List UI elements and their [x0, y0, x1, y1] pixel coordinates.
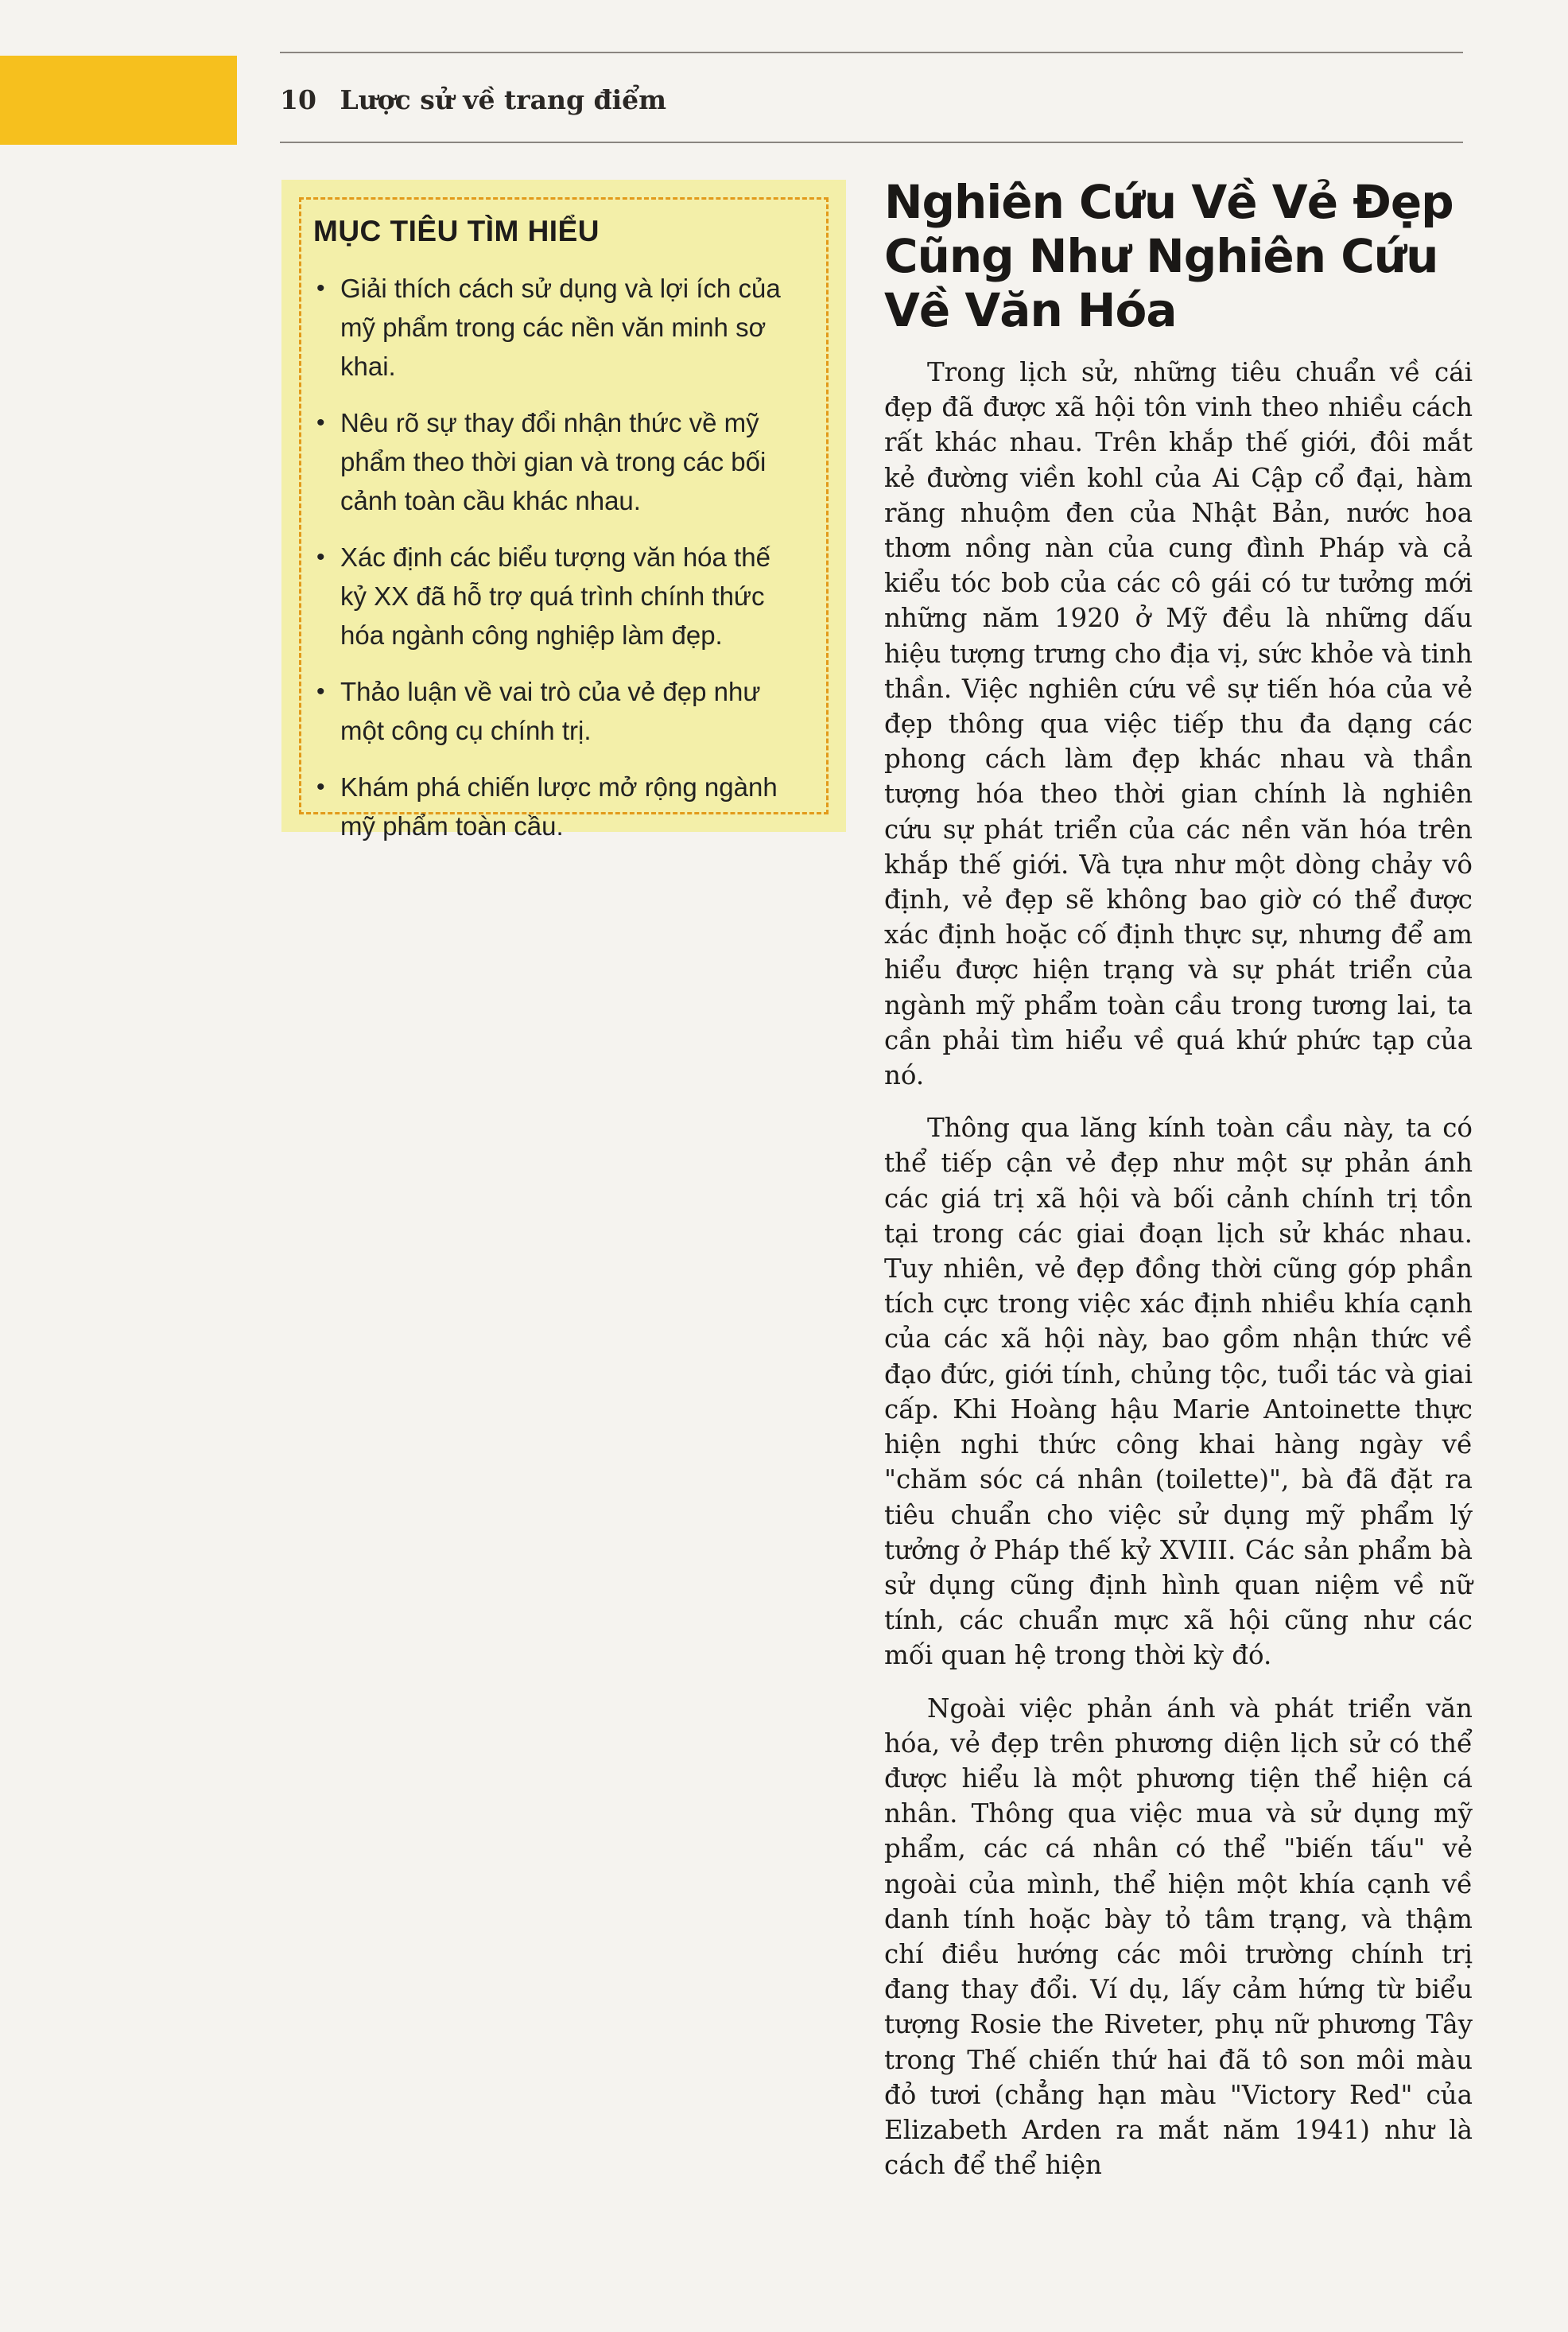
objectives-list: [313, 269, 798, 863]
objective-text: Thảo luận về vai trò của vẻ đẹp như một công cụ chính trị.: [340, 677, 761, 745]
objective-item: [313, 768, 798, 845]
objective-text: Giải thích cách sử dụng và lợi ích của mỹ phẩm trong các nền văn minh sơ khai.: [340, 274, 781, 381]
bullet-icon: •: [316, 774, 325, 800]
objective-item: [313, 538, 798, 655]
objective-text: Nêu rõ sự thay đổi nhận thức về mỹ phẩm theo thời gian và trong các bối cảnh toàn cầu khác nhau.: [340, 408, 767, 515]
bullet-icon: •: [316, 678, 325, 705]
body-paragraph: Ngoài việc phản ánh và phát triển văn hóa, vẻ đẹp trên phương diện lịch sử có thể được hiểu là một phương tiện thể hiện cá nhân. Thông qua việc mua và sử dụng mỹ phẩm, các cá nhân có thể "biến tấu" vẻ ngoài của mình, thể hiện một khía cạnh về danh tính hoặc bày tỏ tâm trạng, và thậm chí điều hướng các môi trường chính trị đang thay đổi. Ví dụ, lấy cảm hứng từ biểu tượng Rosie the Riveter, phụ nữ phương Tây trong Thế chiến thứ hai đã tô son môi màu đỏ tươi (chẳng hạn màu "Victory Red" của Elizabeth Arden ra mắt năm 1941) như là cách để thể hiện: [884, 1693, 1473, 2181]
body-paragraph: Thông qua lăng kính toàn cầu này, ta có thể tiếp cận vẻ đẹp như một sự phản ánh các giá trị xã hội và bối cảnh chính trị tồn tại trong các giai đoạn lịch sử khác nhau. Tuy nhiên, vẻ đẹp đồng thời cũng góp phần tích cực trong việc xác định nhiều khía cạnh của các xã hội này, bao gồm nhận thức về đạo đức, giới tính, chủng tộc, tuổi tác và giai cấp. Khi Hoàng hậu Marie Antoinette thực hiện nghi thức công khai hàng ngày về "chăm sóc cá nhân (toilette)", bà đã đặt ra tiêu chuẩn cho việc sử dụng mỹ phẩm lý tưởng ở Pháp thế kỷ XVIII. Các sản phẩm bà sử dụng cũng định hình quan niệm về nữ tính, các chuẩn mực xã hội cũng như các mối quan hệ trong thời kỳ đó.: [884, 1113, 1473, 1671]
body-paragraph: Trong lịch sử, những tiêu chuẩn về cái đẹp đã được xã hội tôn vinh theo nhiều cách rất khác nhau. Trên khắp thế giới, đôi mắt kẻ đường viền kohl của Ai Cập cổ đại, hàm răng nhuộm đen của Nhật Bản, nước hoa thơm nồng nàn của cung đình Pháp và cả kiểu tóc bob của các cô gái có tư tưởng mới những năm 1920 ở Mỹ đều là những dấu hiệu tượng trưng cho địa vị, sức khỏe và tinh thần. Việc nghiên cứu về sự tiến hóa của vẻ đẹp thông qua việc tiếp thu đa dạng các phong cách làm đẹp khác nhau và thần tượng hóa theo thời gian chính là nghiên cứu sự phát triển của các nền văn hóa trên khắp thế giới. Và tựa như một dòng chảy vô định, vẻ đẹp sẽ không bao giờ có thể được xác định hoặc cố định thực sự, nhưng để am hiểu được hiện trạng và sự phát triển của ngành mỹ phẩm toàn cầu trong tương lai, ta cần phải tìm hiểu về quá khứ phức tạp của nó.: [884, 357, 1473, 1091]
article-column: [884, 175, 1473, 2200]
section-heading: Nghiên Cứu Về Vẻ Đẹp Cũng Như Nghiên Cứu Về Văn Hóa: [884, 175, 1454, 337]
bullet-icon: •: [316, 544, 325, 570]
running-header: [280, 84, 666, 115]
learning-objectives-box: [281, 180, 846, 841]
page-number: 10: [280, 84, 316, 115]
header-rule-top: [280, 52, 1463, 53]
objective-item: [313, 672, 798, 750]
chapter-tab: [0, 56, 237, 145]
bullet-icon: •: [316, 275, 325, 301]
objective-text: Xác định các biểu tượng văn hóa thế kỷ XX đã hỗ trợ quá trình chính thức hóa ngành công nghiệp làm đẹp.: [340, 542, 770, 650]
header-rule-bottom: [280, 142, 1463, 143]
objectives-title: MỤC TIÊU TÌM HIỂU: [313, 215, 600, 247]
running-title: Lược sử về trang điểm: [340, 84, 667, 115]
objective-item: [313, 403, 798, 520]
objective-item: [313, 269, 798, 386]
objective-text: Khám phá chiến lược mở rộng ngành mỹ phẩm toàn cầu.: [340, 772, 778, 841]
bullet-icon: •: [316, 410, 325, 436]
